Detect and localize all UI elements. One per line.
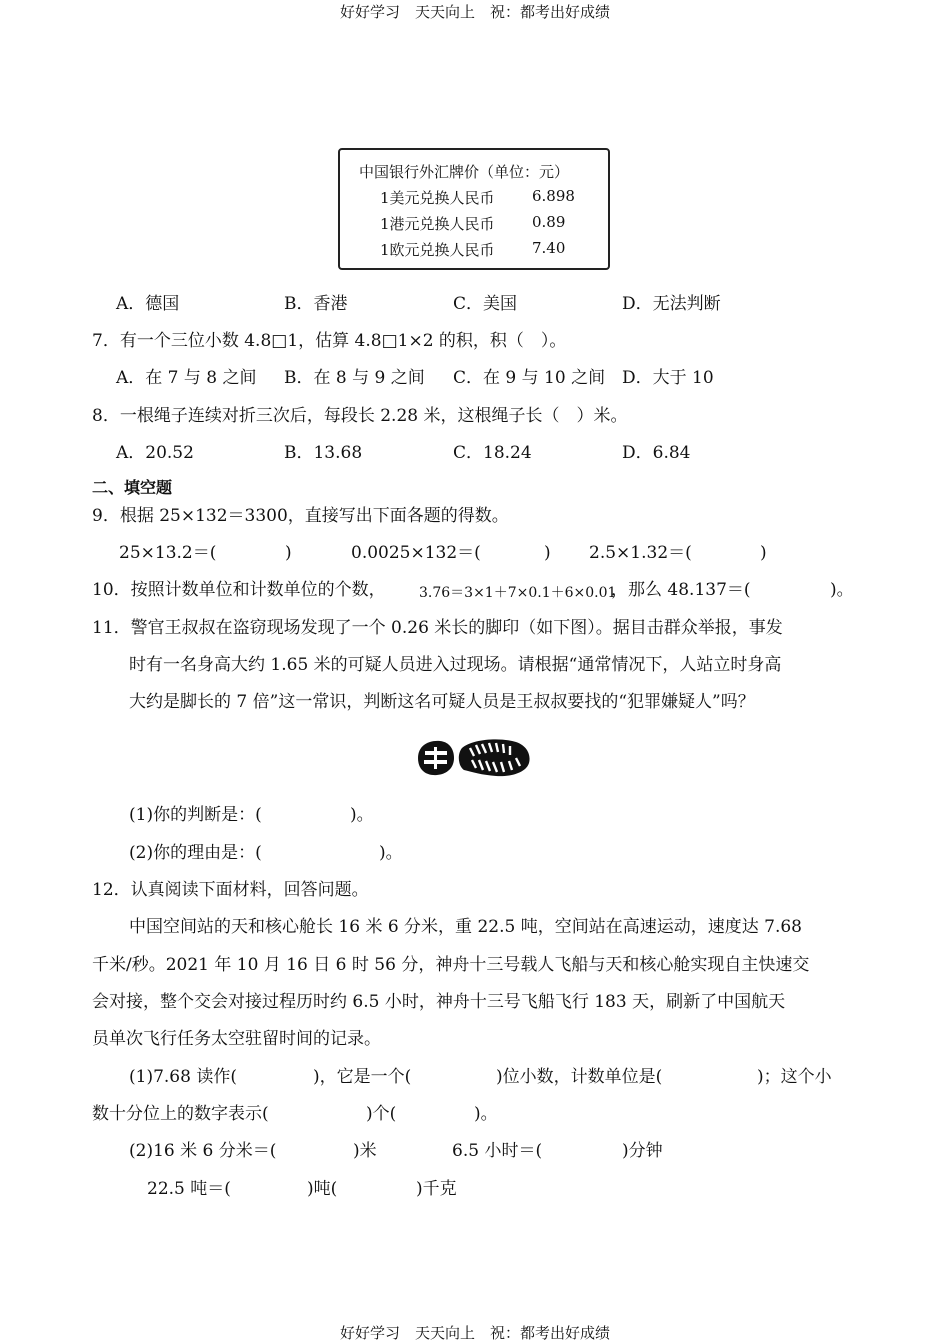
rate-row-value: 0.89: [532, 213, 566, 231]
rate-row-label: 1欧元兑换人民币: [380, 241, 495, 259]
q6-option-a: A．德国: [116, 294, 180, 314]
page-footer: 好好学习 天天向上 祝：都考出好成绩: [339, 1324, 610, 1342]
q11-sub1-a: (1)你的判断是：(: [129, 805, 262, 825]
q12-paragraph-line: 千米/秒。2021 年 10 月 16 日 6 时 56 分，神舟十三号载人飞船与天和核心舱实现自主快速交: [92, 955, 810, 975]
q12-paragraph-line: 员单次飞行任务太空驻留时间的记录。: [92, 1029, 381, 1049]
q10-stem-b: ，那么 48.137＝(: [611, 580, 751, 600]
q8-option-b: B．13.68: [284, 443, 363, 463]
q11-sub2-b: )。: [379, 843, 403, 863]
q12-s1-a: (1)7.68 读作(: [129, 1067, 237, 1087]
q9-item-3-close: ): [760, 543, 767, 563]
q8-stem: 8．一根绳子连续对折三次后，每段长 2.28 米，这根绳子长（ ）米。: [92, 406, 628, 426]
q8-option-a: A．20.52: [116, 443, 194, 463]
q12-s1-g: )。: [474, 1104, 498, 1124]
q10-stem-a: 10．按照计数单位和计数单位的个数，: [92, 580, 386, 600]
q12-s1-e: 数十分位上的数字表示(: [92, 1104, 269, 1124]
q11-line-3: 大约是脚长的 7 倍”这一常识，判断这名可疑人员是王叔叔要找的“犯罪嫌疑人”吗？: [129, 692, 755, 712]
q7-option-c: C．在 9 与 10 之间: [453, 368, 606, 388]
q10-stem-c: )。: [830, 580, 854, 600]
rate-row-label: 1美元兑换人民币: [380, 189, 495, 207]
q6-option-d: D．无法判断: [622, 294, 721, 314]
rate-row-value: 6.898: [532, 187, 575, 205]
q12-s2-d: )分钟: [622, 1141, 663, 1161]
q8-option-c: C．18.24: [453, 443, 532, 463]
q12-s2-g: )千克: [416, 1179, 457, 1199]
q8-option-d: D．6.84: [622, 443, 691, 463]
q12-s1-b: )，它是一个(: [313, 1067, 412, 1087]
q12-paragraph-line: 中国空间站的天和核心舱长 16 米 6 分米，重 22.5 吨，空间站在高速运动，速度达 7.68: [129, 917, 802, 937]
q9-stem: 9．根据 25×132＝3300，直接写出下面各题的得数。: [92, 506, 509, 526]
q9-item-2-close: ): [544, 543, 551, 563]
q6-option-b: B．香港: [284, 294, 348, 314]
exchange-rate-table: [338, 148, 610, 270]
footprint-image: [412, 734, 532, 780]
q12-s1-d: )；这个小: [757, 1067, 832, 1087]
rate-row-value: 7.40: [532, 239, 566, 257]
q7-stem: 7．有一个三位小数 4.8□1，估算 4.8□1×2 的积，积（ ）。: [92, 331, 567, 351]
q12-s2-b: )米: [353, 1141, 377, 1161]
q12-s1-f: )个(: [366, 1104, 397, 1124]
q11-line-1: 11．警官王叔叔在盗窃现场发现了一个 0.26 米长的脚印（如下图）。据目击群众举报，事发: [92, 618, 783, 638]
rate-table-title: 中国银行外汇牌价（单位：元）: [359, 163, 570, 181]
q9-item-1: 25×13.2＝(: [119, 543, 217, 563]
q10-formula: 3.76＝3×1＋7×0.1＋6×0.01: [419, 585, 617, 601]
page-header: 好好学习 天天向上 祝：都考出好成绩: [339, 3, 610, 21]
section-title: 二、填空题: [92, 478, 173, 497]
q12-s1-c: )位小数，计数单位是(: [496, 1067, 663, 1087]
q12-s2-e: 22.5 吨＝(: [147, 1179, 231, 1199]
q12-stem: 12．认真阅读下面材料，回答问题。: [92, 880, 369, 900]
q9-item-1-close: ): [285, 543, 292, 563]
q12-s2-f: )吨(: [307, 1179, 338, 1199]
q11-sub1-b: )。: [350, 805, 374, 825]
rate-row-label: 1港元兑换人民币: [380, 215, 495, 233]
q9-item-3: 2.5×1.32＝(: [589, 543, 692, 563]
q11-line-2: 时有一名身高大约 1.65 米的可疑人员进入过现场。请根据“通常情况下，人站立时身高: [129, 655, 782, 675]
q11-sub2-a: (2)你的理由是：(: [129, 843, 262, 863]
q7-option-a: A．在 7 与 8 之间: [116, 368, 257, 388]
q12-s2-c: 6.5 小时＝(: [452, 1141, 543, 1161]
q12-s2-a: (2)16 米 6 分米＝(: [129, 1141, 277, 1161]
q7-option-d: D．大于 10: [622, 368, 714, 388]
q6-option-c: C．美国: [453, 294, 518, 314]
q7-option-b: B．在 8 与 9 之间: [284, 368, 425, 388]
q9-item-2: 0.0025×132＝(: [351, 543, 481, 563]
q12-paragraph-line: 会对接，整个交会对接过程历时约 6.5 小时，神舟十三号飞船飞行 183 天，刷新了中国航天: [92, 992, 786, 1012]
